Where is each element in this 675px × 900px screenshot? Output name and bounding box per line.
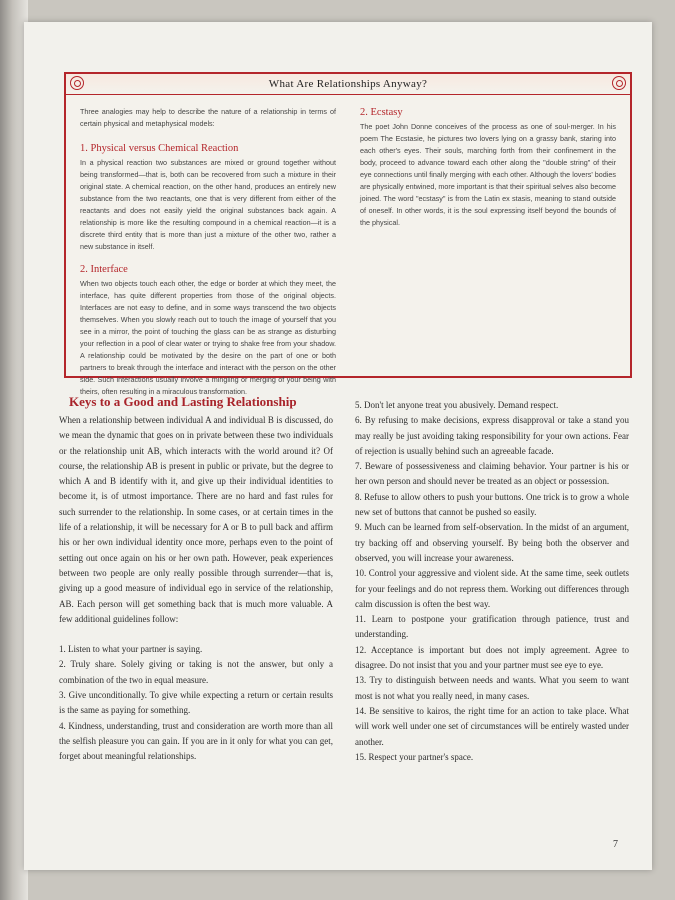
book-page bbox=[24, 22, 652, 870]
article-column-right bbox=[355, 398, 629, 765]
sidebar-box bbox=[64, 72, 632, 396]
list-item: 3. Give unconditionally. To give while expecting a return or certain results is the same as paying for something. bbox=[59, 690, 333, 716]
section-text: In a physical reaction two substances are mixed or ground together without being transformed—that is, both can be recovered from such a mixture in their original state. A chemical reaction, on the other hand, produces an entirely new substance from the two reactants, one that is very different from either of the reactants and does not easily yield the original substances back again. A relationship is more like the resulting compound in a chemical reaction—it is a discrete third entity that is more than just a mixture of the other two, rather a new substance in itself. bbox=[80, 158, 336, 251]
sidebar-header bbox=[66, 74, 630, 95]
list-item: 7. Beware of possessiveness and claiming behavior. Your partner is his or her own person and should never be treated as an object or possession. bbox=[355, 461, 629, 487]
list-item: 9. Much can be learned from self-observation. In the midst of an argument, try backing off and observing yourself. By being both the observer and observed, you will increase your awareness. bbox=[355, 522, 629, 563]
sidebar-column-right bbox=[360, 106, 616, 368]
article-body: When a relationship between individual A and individual B is discussed, do we mean the dynamic that goes on in private between these two individuals or the relationship unit AB, which interacts with the world around it? Of course, the relationship AB is present in public or private, but the degree to which A and B identify with it, and give up their individual identities to become it, is of utmost importance. There are no hard and fast rules for such surrender to the relationship. In some cases, or at certain times in the life of a relationship, it will be necessary for A or B to pull back and affirm his or her own individual identity once more, perhaps even to the point of setting out once again on his or her own path. However, peak experiences between two people are only really possible through surrender—that is, giving up a good measure of individual ego in service of the relationship, AB. Each person will get something back that is much more valuable. A few additional guidelines follow: bbox=[59, 415, 333, 624]
list-item: 2. Truly share. Solely giving or taking is not the answer, but only a combination of the two in equal measure. bbox=[59, 659, 333, 685]
list-item: 15. Respect your partner's space. bbox=[355, 751, 474, 762]
list-item: 12. Acceptance is important but does not imply agreement. Agree to disagree. Do not insist that you and your partner must see eye to eye. bbox=[355, 644, 629, 671]
list-item: 4. Kindness, understanding, trust and consideration are worth more than all the selfish pleasure you can gain. If you are in it only for what you can get, forget about meaningful relationships. bbox=[59, 720, 333, 762]
list-item: 1. Listen to what your partner is saying. bbox=[59, 644, 203, 655]
list-item: 10. Control your aggressive and violent side. At the same time, seek outlets for your feelings and do not repress them. Working out differences through calm discussion is often the best way. bbox=[355, 568, 629, 609]
section-heading: 2. Ecstasy bbox=[360, 107, 403, 118]
section-heading: 1. Physical versus Chemical Reaction bbox=[80, 143, 239, 154]
sidebar-intro: Three analogies may help to describe the nature of a relationship in terms of certain physical and metaphysical models: bbox=[80, 107, 336, 128]
list-item: 8. Refuse to allow others to push your buttons. One trick is to grow a whole new set of buttons that cannot be pushed so easily. bbox=[355, 491, 629, 518]
section-text: When two objects touch each other, the edge or border at which they meet, the interface, has quite different properties from those of the original objects. Interfaces are not easy to define, and in some ways transcend the two objects themselves. When you slowly reach out to touch the image of yourself that you see in a mirror, the point of touching the glass can be as strange as disturbing your reflection in a pool of clear water or trying to shake free from your shadow. A relationship could be motivated by the desire on the part of one or both partners to break through the interface and interact with the person on the other side. Such interactions usually involve a mingling or merging of your being with theirs, often resulting in a miraculous transformation. bbox=[80, 279, 336, 396]
list-item: 13. Try to distinguish between needs and wants. What you seem to want most is not what you really need, in many cases. bbox=[355, 675, 629, 701]
rosette-ornament-icon bbox=[70, 76, 84, 90]
article-title: Keys to a Good and Lasting Relationship bbox=[69, 394, 297, 409]
list-item: 6. By refusing to make decisions, express disapproval or take a stand you may really be just avoiding taking responsibility for your own actions. Fear of rejection is usually behind such an agreeable facade. bbox=[355, 415, 629, 456]
list-item: 5. Don't let anyone treat you abusively. Demand respect. bbox=[355, 400, 559, 410]
article bbox=[59, 394, 629, 765]
list-item: 11. Learn to postpone your gratification through patience, trust and understanding. bbox=[355, 614, 629, 640]
rosette-ornament-icon bbox=[612, 76, 626, 90]
article-column-left bbox=[59, 394, 333, 765]
page-number: 7 bbox=[613, 839, 618, 850]
list-item: 14. Be sensitive to kairos, the right time for an action to take place. What will work well under one set of circumstances will be entirely wasted under another. bbox=[355, 705, 629, 747]
sidebar-columns bbox=[80, 106, 616, 396]
sidebar-column-left bbox=[80, 106, 336, 396]
section-heading: 2. Interface bbox=[80, 264, 128, 275]
sidebar-title: What Are Relationships Anyway? bbox=[268, 78, 428, 90]
section-text: The poet John Donne conceives of the process as one of soul-merger. In his poem The Ecstasie, he pictures two lovers lying on a grassy bank, staring into each other's eyes. Their souls, marching forth from their confinement in the body, proceed to advance toward each other along the "double string" of their eye connections until finally merging with each other. Although the lovers' bodies are physically entwined, more important is that their spiritual selves also become joined. The word "ecstasy" is from the Latin ex stasis, meaning to stand outside of oneself. In other words, it is the soul expressing itself beyond the bounds of the physical. bbox=[360, 122, 616, 227]
